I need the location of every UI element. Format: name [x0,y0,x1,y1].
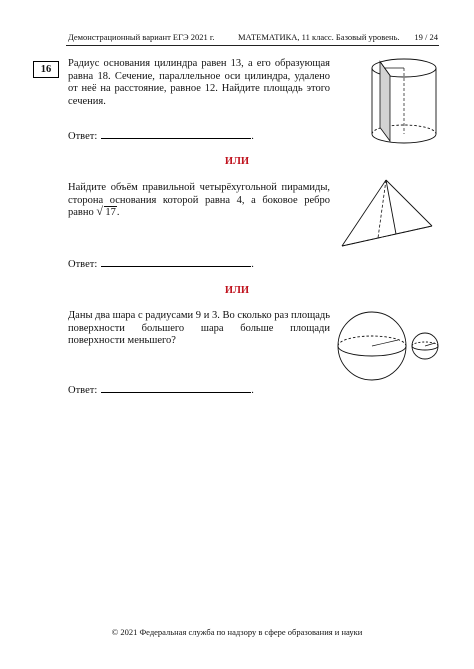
cylinder-figure [364,54,446,146]
or-separator-1: ИЛИ [224,156,250,167]
sqrt-expression: √ 17 [96,204,116,219]
header-divider [66,45,439,46]
answer-label: Ответ: [68,131,98,142]
page-number: 19 / 24 [414,32,438,42]
answer-label: Ответ: [68,385,98,396]
task-number-box: 16 [33,61,59,78]
or-separator-2: ИЛИ [224,285,250,296]
answer-row-1: Ответ: . [68,131,254,142]
subject-level: МАТЕМАТИКА, 11 класс. Базовый уровень. [238,32,400,42]
problem-pyramid-text: Найдите объём правильной четырёхугольной пирамиды, сторона основания которой равна 4, а боковое ребро равно √ 17. [68,182,330,219]
problem-spheres-text: Даны два шара с радиусами 9 и 3. Во сколько раз площадь поверхности большего шара больше площади поверхности меньшего? [68,310,330,347]
answer-row-3: Ответ: . [68,385,254,396]
answer-line[interactable] [101,129,251,139]
page-footer: © 2021 Федеральная служба по надзору в сфере образования и науки [111,627,363,637]
page-header [68,32,438,44]
answer-line[interactable] [101,257,251,267]
answer-label: Ответ: [68,259,98,270]
answer-row-2: Ответ: . [68,259,254,270]
answer-line[interactable] [101,383,251,393]
exam-variant: Демонстрационный вариант ЕГЭ 2021 г. [68,32,215,42]
pyramid-figure [336,176,436,252]
problem-cylinder-text: Радиус основания цилиндра равен 13, а его образующая равна 18. Сечение, параллельное оси цилиндра, удалено от неё на расстояние, равное 12. Найдите площадь этого сечения. [68,58,330,107]
spheres-figure [336,306,446,386]
